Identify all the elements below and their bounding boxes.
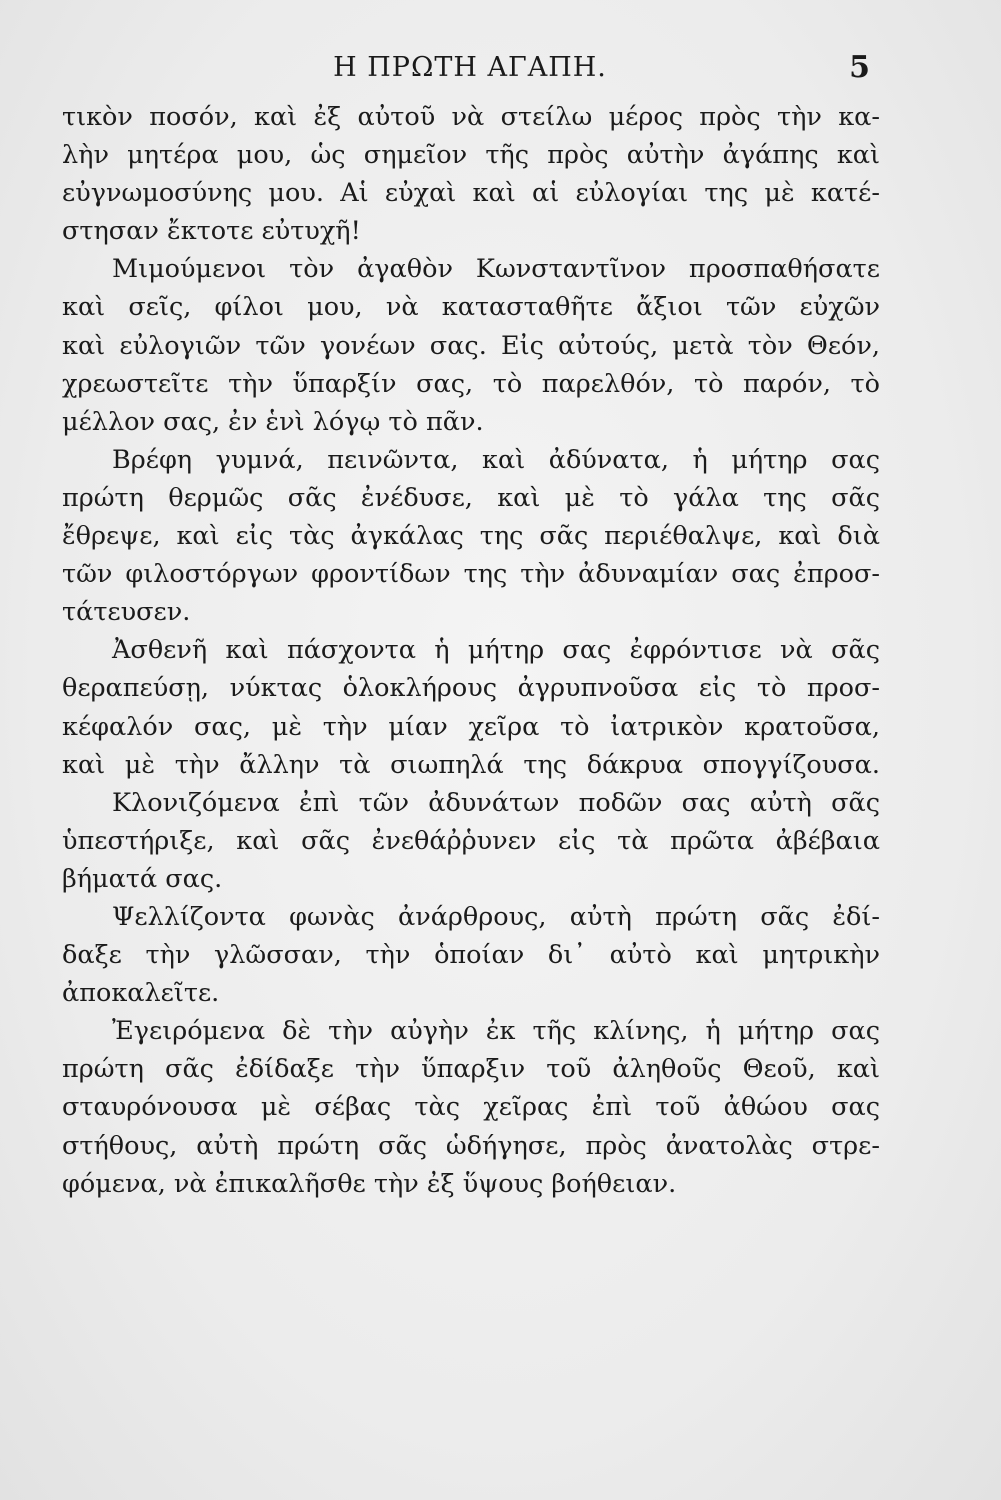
- text-line: στήθους, αὐτὴ πρώτη σᾶς ὡδήγησε, πρὸς ἀνατολὰς στρε-: [62, 1130, 880, 1161]
- text-line: δαξε τὴν γλῶσσαν, τὴν ὁποίαν δι᾽ αὐτὸ καὶ μητρικὴν: [62, 940, 880, 971]
- text-line: Ψελλίζοντα φωνὰς ἀνάρθρους, αὐτὴ πρώτη σᾶς ἐδί-: [112, 901, 880, 932]
- text-line: θεραπεύσῃ, νύκτας ὁλοκλήρους ἀγρυπνοῦσα εἰς τὸ προσ-: [62, 673, 880, 704]
- text-line: Ἀσθενῆ καὶ πάσχοντα ἡ μήτηρ σας ἐφρόντισε νὰ σᾶς: [112, 635, 880, 666]
- running-title: Η ΠΡΩΤΗ ΑΓΑΠΗ.: [333, 52, 607, 83]
- text-line: ἔθρεψε, καὶ εἰς τὰς ἀγκάλας της σᾶς περιέθαλψε, καὶ διὰ: [62, 521, 880, 552]
- text-line: μέλλον σας, ἐν ἑνὶ λόγῳ τὸ πᾶν.: [62, 406, 484, 437]
- text-line: καὶ εὐλογιῶν τῶν γονέων σας. Εἰς αὐτούς, μετὰ τὸν Θεόν,: [62, 330, 880, 361]
- text-line: εὐγνωμοσύνης μου. Αἱ εὐχαὶ καὶ αἱ εὐλογίαι της μὲ κατέ-: [62, 178, 880, 209]
- text-line: καὶ σεῖς, φίλοι μου, νὰ κατασταθῆτε ἄξιοι τῶν εὐχῶν: [62, 292, 880, 323]
- page-number: 5: [849, 50, 870, 85]
- text-line: βήματά σας.: [62, 863, 223, 894]
- text-line: τάτευσεν.: [62, 597, 191, 628]
- text-line: πρώτη σᾶς ἐδίδαξε τὴν ὕπαρξιν τοῦ ἀληθοῦς Θεοῦ, καὶ: [62, 1054, 880, 1085]
- text-line: χρεωστεῖτε τὴν ὕπαρξίν σας, τὸ παρελθόν, τὸ παρόν, τὸ: [62, 368, 880, 399]
- text-line: Ἐγειρόμενα δὲ τὴν αὐγὴν ἐκ τῆς κλίνης, ἡ μήτηρ σας: [112, 1016, 880, 1047]
- text-line: Βρέφη γυμνά, πεινῶντα, καὶ ἀδύνατα, ἡ μήτηρ σας: [112, 444, 880, 475]
- text-line: πρώτη θερμῶς σᾶς ἐνέδυσε, καὶ μὲ τὸ γάλα της σᾶς: [62, 482, 880, 513]
- text-line: Κλονιζόμενα ἐπὶ τῶν ἀδυνάτων ποδῶν σας αὐτὴ σᾶς: [112, 787, 880, 818]
- text-line: Μιμούμενοι τὸν ἀγαθὸν Κωνσταντῖνον προσπαθήσατε: [112, 254, 880, 285]
- text-line: κέφαλόν σας, μὲ τὴν μίαν χεῖρα τὸ ἰατρικὸν κρατοῦσα,: [62, 711, 880, 742]
- text-line: φόμενα, νὰ ἐπικαλῆσθε τὴν ἐξ ὕψους βοήθειαν.: [62, 1168, 677, 1199]
- text-line: καὶ μὲ τὴν ἄλλην τὰ σιωπηλά της δάκρυα σπογγίζουσα.: [62, 749, 880, 780]
- text-line: στησαν ἔκτοτε εὐτυχῆ!: [62, 216, 361, 247]
- text-line: ὑπεστήριξε, καὶ σᾶς ἐνεθάῤῥυνεν εἰς τὰ πρῶτα ἀβέβαια: [62, 825, 880, 856]
- text-line: τῶν φιλοστόργων φροντίδων της τὴν ἀδυναμίαν σας ἐπροσ-: [62, 559, 880, 590]
- text-line: σταυρόνουσα μὲ σέβας τὰς χεῖρας ἐπὶ τοῦ ἀθώου σας: [62, 1092, 880, 1123]
- text-line: τικὸν ποσόν, καὶ ἐξ αὐτοῦ νὰ στείλω μέρος πρὸς τὴν κα-: [62, 102, 880, 132]
- text-line: λὴν μητέρα μου, ὡς σημεῖον τῆς πρὸς αὐτὴν ἀγάπης καὶ: [62, 140, 880, 171]
- text-line: ἀποκαλεῖτε.: [62, 978, 220, 1009]
- page-header: [70, 44, 870, 94]
- page-body-text: [62, 98, 880, 1203]
